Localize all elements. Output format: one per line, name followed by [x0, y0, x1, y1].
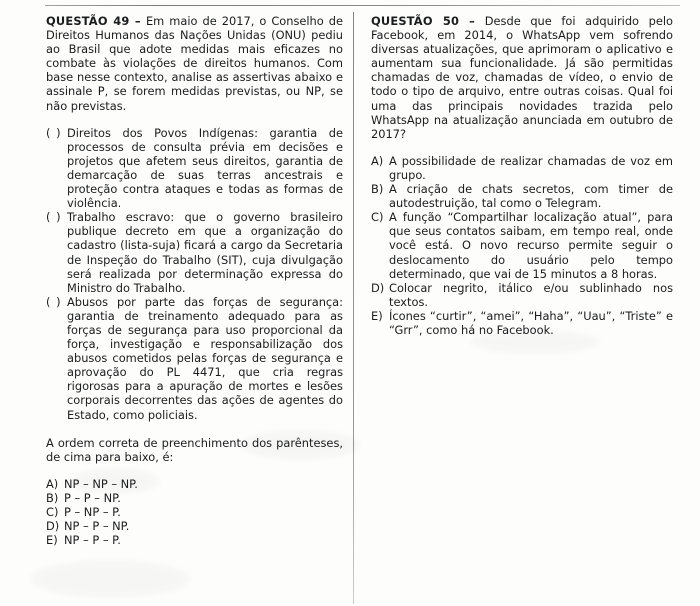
assertion-text: Direitos dos Povos Indígenas: garantia de processos de consulta prévia em decisões e projetos que afetem seus direitos, garantia de demarcação de suas terras ancestrais e proteção contra ataques e todas as formas de violência. — [67, 125, 343, 211]
question-49-stem-text: Em maio de 2017, o Conselho de Direitos Humanos das Nações Unidas (ONU) pediu ao Brasil que adote medidas mais eficazes no combate às violações de direitos humanos. Com base nesse contexto, analise as assertivas abaixo e assinale P, se forem medidas previstas, ou NP, se não previstas. — [46, 14, 343, 113]
question-50-stem — [371, 14, 673, 141]
alternative-text: A possibilidade de realizar chamadas de voz em grupo. — [389, 153, 673, 182]
assertion-checkbox-marker[interactable]: ( ) — [46, 125, 62, 140]
question-49-closing-text: A ordem correta de preenchimento dos parênteses, de cima para baixo, é: — [46, 435, 343, 464]
alternative-letter: A) — [371, 153, 384, 168]
alternative-text: Colocar negrito, itálico e/ou sublinhado nos textos. — [389, 280, 673, 309]
alternative-letter: A) — [46, 476, 59, 491]
question-49-alternatives — [46, 477, 343, 547]
assertion-checkbox-marker[interactable]: ( ) — [46, 210, 62, 225]
question-50-number: QUESTÃO 50 — [371, 14, 460, 28]
question-50-block — [371, 14, 673, 337]
alternative-text: NP – NP – NP. — [64, 476, 138, 491]
alternative-option-b[interactable] — [371, 182, 673, 210]
alternative-option-c[interactable] — [371, 210, 673, 280]
alternative-option-b[interactable] — [46, 491, 343, 505]
alternative-option-e[interactable] — [371, 309, 673, 337]
question-50-alternatives — [371, 154, 673, 337]
alternative-option-e[interactable] — [46, 533, 343, 547]
alternative-text: NP – P – NP. — [64, 519, 130, 534]
alternative-text: Ícones “curtir”, “amei”, “Haha”, “Uau”, “Triste” e “Grr”, como há no Facebook. — [389, 308, 673, 337]
question-49-assertion-list — [46, 126, 343, 422]
assertion-item[interactable] — [46, 210, 343, 295]
alternative-option-a[interactable] — [371, 154, 673, 182]
question-50-stem-text: Desde que foi adquirido pelo Facebook, em 2014, o WhatsApp vem sofrendo diversas atualizações, que aprimoram o aplicativo e aumentam sua funcionalidade. Já são permitidas chamadas de voz, chamadas de vídeo, o envio de todo o tipo de arquivo, entre outras coisas. Qual foi uma das principais novidades trazida pelo WhatsApp na atualização anunciada em outubro de 2017? — [371, 14, 674, 141]
alternative-letter: D) — [46, 519, 60, 534]
alternative-letter: C) — [46, 505, 59, 519]
question-50-dash: – — [459, 14, 485, 28]
alternative-text: A criação de chats secretos, com timer de autodestruição, tal como o Telegram. — [389, 182, 673, 211]
alternative-text: A função “Compartilhar localização atual”, para que seus contatos saibam, em tempo real, onde você está. O novo recurso permite seguir o deslocamento do usuário pelo tempo determinado, que vai de 15 minutos a 8 horas. — [389, 210, 673, 281]
assertion-text: Trabalho escravo: que o governo brasileiro publique decreto em que a organização do cadastro (lista-suja) ficará a cargo da Secretaria de Inspeção do Trabalho (SIT), cuja divulgação será realizada por determinação expressa do Ministro do Trabalho. — [67, 210, 343, 295]
alternative-letter: D) — [371, 280, 385, 295]
alternative-letter: B) — [46, 490, 59, 505]
assertion-text: Abusos por parte das forças de segurança: garantia de treinamento adequado para as forças de segurança para uso proporcional da força, investigação e responsabilização dos abusos cometidos pelas forças de segurança e aprovação do PL 4471, que cria regras rigorosas para a apuração de mortes e lesões corporais decorrentes das ações de agentes do Estado, como policiais. — [67, 294, 343, 422]
question-49-dash: – — [129, 14, 146, 28]
alternative-option-a[interactable] — [46, 477, 343, 491]
alternative-option-d[interactable] — [46, 519, 343, 533]
alternative-letter: C) — [371, 210, 384, 225]
question-49-stem — [46, 14, 343, 113]
question-49-number: QUESTÃO 49 — [46, 14, 130, 28]
alternative-text: P – NP – P. — [64, 505, 121, 519]
assertion-item[interactable] — [46, 126, 343, 211]
assertion-checkbox-marker[interactable]: ( ) — [46, 294, 62, 309]
alternative-letter: E) — [46, 533, 58, 548]
alternative-option-c[interactable] — [46, 505, 343, 519]
alternative-text: NP – P – P. — [64, 533, 121, 548]
question-49-block — [46, 14, 343, 547]
alternative-option-d[interactable] — [371, 281, 673, 309]
alternative-letter: B) — [371, 182, 384, 197]
alternative-letter: E) — [371, 308, 383, 323]
alternative-text: P – P – NP. — [64, 490, 121, 505]
assertion-item[interactable] — [46, 295, 343, 422]
